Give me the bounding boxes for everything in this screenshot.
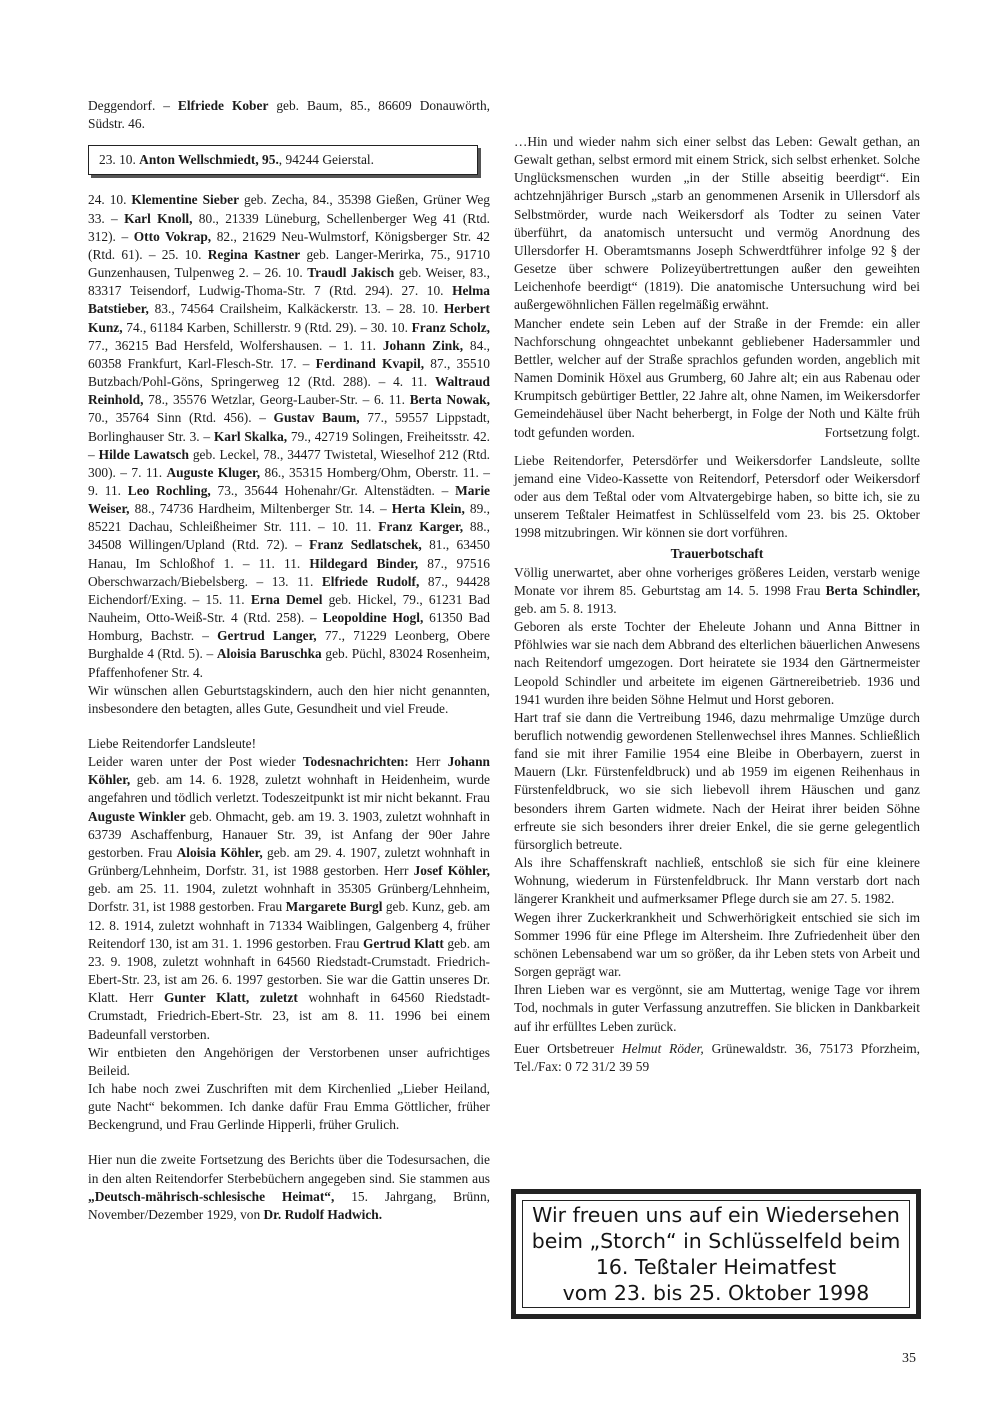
festival-banner — [511, 1189, 921, 1319]
left-column — [88, 97, 490, 1224]
obituary-heading: Trauerbotschaft — [670, 546, 764, 562]
obituary-paragraph-6: Ihren Lieben war es vergönnt, sie am Muttertag, wenige Tage vor ihrem Tod, nochmals in guter Verfassung anzutreffen. Sie blicken in Dankbarkeit auf ihr erfülltes Leben zurück. — [514, 982, 920, 1034]
video-request: Liebe Reitendorfer, Petersdörfer und Weikersdorfer Landsleute, sollte jemand eine Video-Kassette von Reitendorf, Petersdorf oder Weikersdorf oder aus dem Teßtal oder vom Altvatergebirge haben, so bitte ich, sie zu unserem Teßtaler Heimatfest in Schlüsselfeld vom 23. bis 25. Oktober 1998 mitzubringen. Wir können sie dort vorführen. — [514, 452, 920, 541]
event-box-text: 23. 10. Anton Wellschmiedt, 95., 94244 Geierstal. — [99, 152, 374, 168]
banner-line-2: beim „Storch“ in Schlüsselfeld beim — [531, 1229, 901, 1253]
condolence: Wir entbieten den Angehörigen der Verstorbenen unser aufrichtiges Beileid. — [88, 1044, 490, 1078]
report-intro: Hier nun die zweite Fortsetzung des Berichts über die Todesursachen, die in den alten Reitendorfer Sterbebüchern angegeben sind. Sie stammen aus „Deutsch-mährisch-schlesische Heimat“, 15. Jahrgang, Brünn, November/Dezember 1929, von Dr. Rudolf Hadwich. — [88, 1152, 490, 1222]
obituary-paragraph-4: Als ihre Schaffenskraft nachließ, entschloß sie sich für eine kleinere Wohnung, wiederum in Fürstenfeldbruck. Ihr Mann verstarb dort nach längerer Krankheit und aufmerksamer Pflege durch sie am 27. 5. 1982. — [514, 855, 920, 907]
continued-note: Fortsetzung folgt. — [824, 424, 920, 440]
signature: Euer Ortsbetreuer Helmut Röder, Grünewaldstr. 36, 75173 Pforzheim, Tel./Fax: 0 72 31/2 39 59 — [514, 1040, 920, 1074]
obituary-paragraph-5: Wegen ihrer Zuckerkrankheit und Schwerhörigkeit entschied sie sich im Sommer 1996 für eine Pflege im Altersheim. Ihre Zufriedenheit über den schönen Lebensabend war um so größer, da ihr Leben stets von Arbeit und Sorgen geprägt war. — [514, 909, 920, 980]
death-notices: Leider waren unter der Post wieder Todesnachrichten: Herr Johann Köhler, geb. am 14. 6. 1928, zuletzt wohnhaft in Heidenheim, wurde angefahren und tödlich verletzt. Todeszeitpunkt ist mir nicht bekannt. Frau Auguste Winkler geb. Ohmacht, geb. am 19. 3. 1903, zuletzt wohnhaft in 63739 Aschaffenburg, Hanauer Str. 39, ist Anfang der 90er Jahre gestorben. Frau Aloisia Köhler, geb. am 29. 4. 1907, zuletzt wohnhaft in Grünberg/Lehnheim, Dorfstr. 31, ist 1988 gestorben. Herr Josef Köhler, geb. am 25. 11. 1904, zuletzt wohnhaft in 35305 Grünberg/Lehnheim, Dorfstr. 31, ist 1988 gestorben. Frau Margarete Burgl geb. Kunz, geb. am 12. 8. 1914, zuletzt wohnhaft in 71334 Waiblingen, Galgenberg 4, früher Reitendorf 130, ist am 31. 1. 1996 gestorben. Frau Gertrud Klatt geb. am 23. 9. 1908, zuletzt wohnhaft in 64560 Riedstadt-Crumstadt. Friedrich-Ebert-Str. 23, ist am 26. 6. 1997 gestorben. Sie war die Gattin unseres Dr. Klatt. Herr Gunter Klatt, zuletzt wohnhaft in 64560 Riedstadt-Crumstadt, Friedrich-Ebert-Str. 23, ist am 8. 11. 1996 bei einem Badeunfall verstorben. — [88, 754, 490, 1042]
hymn-note: Ich habe noch zwei Zuschriften mit dem Kirchenlied „Lieber Heiland, gute Nacht“ bekommen. Ich danke dafür Frau Emma Göttlicher, früher Beckengrund, und Frau Gerlinde Hipperli, früher Grulich. — [88, 1080, 490, 1133]
event-box — [88, 145, 478, 175]
birthday-list: 24. 10. Klementine Sieber geb. Zecha, 84., 35398 Gießen, Grüner Weg 33. – Karl Knoll, 80., 21339 Lüneburg, Schellenberger Weg 41 (Rtd. 312). – Otto Vokrap, 82., 21629 Neu-Wulmstorf, Königsberger Str. 42 (Rtd. 61). – 25. 10. Regina Kastner geb. Langer-Merirka, 75., 91710 Gunzenhausen, Tulpenweg 2. – 26. 10. Traudl Jakisch geb. Weiser, 83., 83317 Teisendorf, Ludwig-Thoma-Str. 7 (Rtd. 294). 27. 10. Helma Batstieber, 83., 74564 Crailsheim, Kalkäckerstr. 13. – 28. 10. Herbert Kunz, 74., 61184 Karben, Schillerstr. 9 (Rtd. 29). – 30. 10. Franz Scholz, 77., 36215 Bad Hersfeld, Wolfershausen. – 1. 11. Johann Zink, 84., 60358 Frankfurt, Karl-Flesch-Str. 17. – Ferdinand Kvapil, 87., 35510 Butzbach/Pohl-Göns, Springerweg 12 (Rtd. 288). – 4. 11. Waltraud Reinhold, 78., 35576 Wetzlar, Georg-Lauber-Str. – 6. 11. Berta Nowak, 70., 35764 Sinn (Rtd. 456). – Gustav Baum, 77., 59557 Lippstadt, Borlinghauser Str. 3. – Karl Skalka, 79., 42719 Solingen, Freiheitsstr. 42. – Hilde Lawatsch geb. Leckel, 78., 34477 Twistetal, Wieselhof 212 (Rtd. 300). – 7. 11. Auguste Kluger, 86., 35315 Homberg/Ohm, Oberstr. 11. – 9. 11. Leo Rochling, 73., 35644 Hohenahr/Gr. Altenstädten. – Marie Weiser, 88., 74736 Hardheim, Miltenberger Str. 14. – Herta Klein, 89., 85221 Dachau, Schleißheimer Str. 111. – 10. 11. Franz Karger, 88., 34508 Willingen/Upland (Rtd. 72). – Franz Sedlatschek, 81., 63450 Hanau, Im Schloßhof 1. – 11. 11. Hildegard Binder, 87., 97516 Oberschwarzach/Biebelsberg. – 13. 11. Elfriede Rudolf, 87., 94428 Eichendorf/Exing. – 15. 11. Erna Demel geb. Hickel, 79., 61231 Bad Nauheim, Otto-Weiß-Str. 4 (Rtd. 258). – Leopoldine Hogl, 61350 Bad Homburg, Bachstr. – Gertrud Langer, 77., 71229 Leonberg, Obere Burghalde 4 (Rtd. 5). – Aloisia Baruschka geb. Püchl, 83024 Rosenheim, Pfaffenhofener Str. 4. — [88, 192, 491, 680]
report-paragraph-1: …Hin und wieder nahm sich einer selbst das Leben: Gewalt gethan, an Gewalt gethan, selbst ermord mit einem Strick, sich selbst erhenket. Solche Unglücksmenschen wurden „in der Stille abseitig beerdigt“. Ein achtzehnjähriger Bursch „starb an genommenen Arsenik in Ullersdorf als Selbstmörder, wurde nach Weikersdorf als Todter zu seinen Vater überführt, da anatomisch untersucht und vermög Anordnung des Ullersdorfer H. Oberamtsmanns Joseph Schwerdtführer infolge 92 § der Gesetze über schwere Polizeyübertrettungen außer den geweihten Leichenhofe beerdigt“ (1819). Die anatomische Untersuchung wird bei außergewöhnlichen Fällen regelmäßig erwähnt. — [514, 134, 920, 313]
report-paragraph-2: Mancher endete sein Leben auf der Straße in der Fremde: ein aller Nachforschung ohngeachtet unbekannt gebliebener Hadersammler und Bettler, welcher auf der Straße sprachlos gefunden worden, angeblich mit Namen Dominik Höxel aus Grumberg, 60 Jahre alt; ein aus Rabenau oder Krumpitsch gebürtiger Bettler, 22 Jahre alt, ohne Namen, im Weikersdorfer Gemeindehäusel über Nacht beherbergt, in Folge der Noth und Kälte früh todt gefunden worden. Fortsetzung folgt. — [514, 315, 920, 442]
report-continuation-spacer — [514, 97, 920, 133]
obituary-paragraph-1: Völlig unerwartet, aber ohne vorheriges größeres Leiden, verstarb wenige Monate vor ihrem 85. Geburtstag am 14. 5. 1998 Frau Berta Schindler, geb. am 5. 8. 1913. — [514, 564, 920, 616]
greeting: Liebe Reitendorfer Landsleute! — [88, 736, 257, 751]
birthday-wishes: Wir wünschen allen Geburtstagskindern, auch den hier nicht genannten, insbesondere den betagten, alles Gute, Gesundheit und viel Freude. — [88, 682, 490, 716]
banner-line-1: Wir freuen uns auf ein Wiedersehen — [532, 1203, 900, 1227]
obituary-paragraph-2: Geboren als erste Tochter der Eheleute Johann und Anna Bittner in Pföhlwies war sie nach dem Abbrand des elterlichen bäuerlichen Anwesens nach Reitendorf umgezogen. Dort heiratete sie 1934 den Gärtnermeister Leopold Schindler und arbeitete im eigenen Gärtnereibetrieb. 1936 und 1941 wurden ihre beiden Söhne Helmut und Horst geboren. — [514, 619, 920, 707]
intro-paragraph: Deggendorf. – Elfriede Kober geb. Baum, 85., 86609 Donauwörth, Südstr. 46. — [88, 98, 490, 132]
festival-banner-inner — [522, 1200, 910, 1308]
page-number: 35 — [902, 1351, 916, 1366]
banner-line-3: 16. Teßtaler Heimatfest — [595, 1255, 837, 1279]
banner-line-4: vom 23. bis 25. Oktober 1998 — [562, 1281, 870, 1305]
right-column — [514, 97, 920, 1076]
obituary-paragraph-3: Hart traf sie dann die Vertreibung 1946, dazu mehrmalige Umzüge durch beruflich notwendig gewordenen Stellenwechsel ihres Mannes. Schließlich fand sie mit ihrer Familie 1954 eine Bleibe in Oberbayern, zuerst in Mauern (Lkr. Fürstenfeldbruck) und ab 1959 im eigenen Reihenhaus in Fürstenfeldbruck, wo sie sich liebevoll ihrem Häuschen und ganz besonders ihrem Garten widmete. Nach der Heirat ihrer beiden Söhne erfreute sie sich besonders ihrer dreier Enkel, die sie gerne gelegentlich fürsorglich betreute. — [514, 709, 920, 852]
